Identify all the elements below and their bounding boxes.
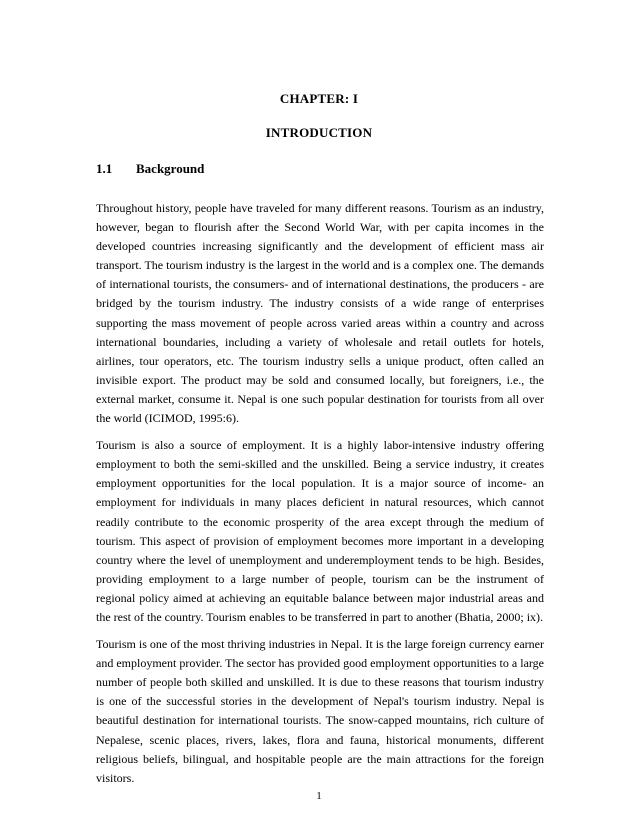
section-heading bbox=[96, 161, 204, 177]
paragraph: Throughout history, people have traveled for many different reasons. Tourism as an industry, however, began to flourish after the Second World War, with per capita incomes in the developed countries increasing significantly and the development of efficient mass air transport. The tourism industry is the largest in the world and is a complex one. The demands of international tourists, the consumers- and of international destinations, the producers - are bridged by the tourism industry. The industry consists of a wide range of enterprises supporting the mass movement of people across varied areas within a country and across international boundaries, including a variety of wholesale and retail outlets for hotels, airlines, tour operators, etc. The tourism industry sells a unique product, often called an invisible export. The product may be sold and consumed locally, but foreigners, i.e., the external market, consume it. Nepal is one such popular destination for tourists from all over the world (ICIMOD, 1995:6). bbox=[96, 201, 544, 426]
page-number: 1 bbox=[316, 790, 322, 802]
chapter-title: INTRODUCTION bbox=[265, 125, 373, 140]
section-title: Background bbox=[136, 161, 205, 176]
chapter-label: CHAPTER: I bbox=[279, 91, 359, 106]
paragraph: Tourism is also a source of employment. It is a highly labor-intensive industry offering employment to both the semi-skilled and the unskilled. Being a service industry, it creates employment opportunities for the local population. It is a major source of income- an employment for individuals in many places deficient in natural resources, which cannot readily contribute to the economic prosperity of the area except through the medium of tourism. This aspect of provision of employment becomes more important in a developing country where the level of unemployment and underemployment tends to be high. Besides, providing employment to a large number of people, tourism can be the instrument of regional policy aimed at achieving an equitable balance between major industrial areas and the rest of the country. Tourism enables to be transferred in part to another (Bhatia, 2000; ix). bbox=[96, 438, 544, 624]
paragraph: Tourism is one of the most thriving industries in Nepal. It is the large foreign currency earner and employment provider. The sector has provided good employment opportunities to a large number of people both skilled and unskilled. It is due to these reasons that tourism industry is one of the successful stories in the development of Nepal's tourism industry. Nepal is beautiful destination for international tourists. The snow-capped mountains, rich culture of Nepalese, scenic places, rivers, lakes, flora and fauna, historical monuments, different religious beliefs, bilingual, and hospitable people are the main attractions for the foreign visitors. bbox=[96, 637, 544, 785]
section-number: 1.1 bbox=[96, 161, 113, 176]
body-text bbox=[96, 199, 544, 796]
